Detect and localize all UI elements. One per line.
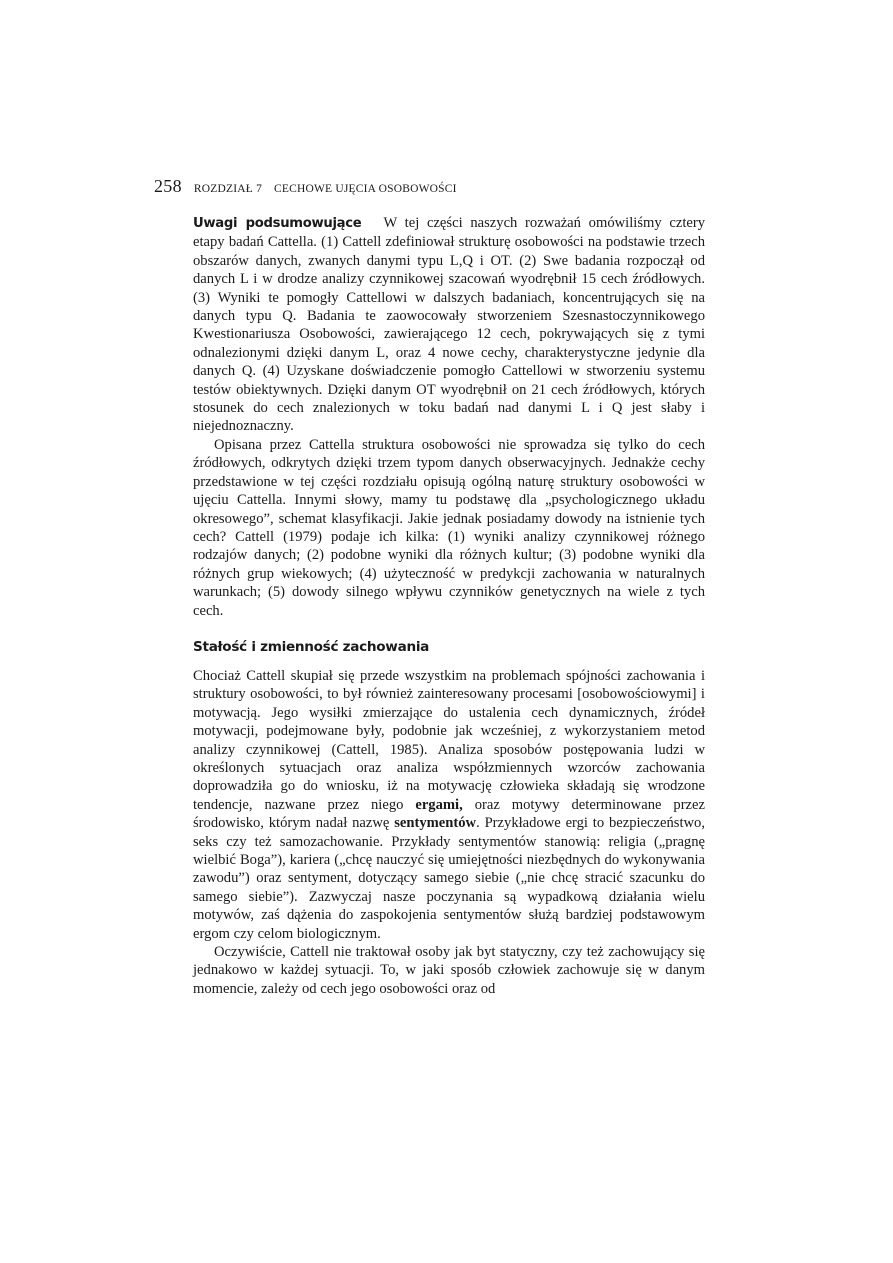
page-number: 258 bbox=[154, 176, 182, 196]
chapter-label: ROZDZIAŁ 7 bbox=[193, 183, 263, 195]
motivation-paragraph bbox=[193, 667, 705, 943]
motivation-text-c: . Przykładowe ergi to bezpieczeństwo, seks czy też samozachowanie. Przykłady sentymentów stanowią: religia („pragnę wielbić Boga”), kariera („chcę nauczyć się umiejętności niezbędnych do wykonywania zawodu”) oraz sentyment, dotyczący samego siebie („nie chcę stracić szacunku do samego siebie”). Zazwyczaj nasze poczynania są wypadkową działania wielu motywów, zaś dążenia do zaspokojenia sentymentów służą bardziej podstawowym ergom czy celom biologicznym. bbox=[193, 815, 705, 942]
term-ergi: ergami, bbox=[415, 796, 463, 813]
summary-heading: Uwagi podsumowujące bbox=[193, 216, 362, 231]
running-head bbox=[154, 176, 714, 198]
closing-paragraph: Oczywiście, Cattell nie traktował osoby jak byt statyczny, czy też zachowujący się jednakowo w każdej sytuacji. To, w jaki sposób człowiek zachowuje się w danym momencie, zależy od cech jego osobowości oraz od bbox=[193, 944, 705, 997]
evidence-paragraph: Opisana przez Cattella struktura osobowości nie sprowadza się tylko do cech źródłowych, odkrytych dzięki trzem typom danych obserwacyjnych. Jednakże cechy przedstawione w tej części rozdziału opisują ogólną naturę struktury osobowości w ujęciu Cattella. Innymi słowy, mamy tu podstawę dla „psychologicznego układu okresowego”, schemat klasyfikacji. Jakie jednak posiadamy dowody na istnienie tych cech? Cattell (1979) podaje ich kilka: (1) wyniki analizy czynnikowej różnego rodzajów danych; (2) podobne wyniki dla różnych kultur; (3) podobne wyniki dla różnych grup wiekowych; (4) użyteczność w predykcji zachowania w naturalnych warunkach; (5) dowody silnego wpływu czynników genetycznych na wiele z tych cech. bbox=[193, 436, 705, 619]
section-heading: Stałość i zmienność zachowania bbox=[193, 638, 430, 655]
summary-paragraph bbox=[193, 214, 705, 436]
term-sentymenty: sentymentów bbox=[394, 815, 477, 832]
motivation-text-a: Chociaż Cattell skupiał się przede wszystkim na problemach spójności zachowania i struktury osobowości, to był również zainteresowany procesami [osobowościowymi] i motywacją. Jego wysiłki zmierzające do ustalenia cech dynamicznych, źródeł motywacji, podejmowane były, podobnie jak wcześniej, z wykorzystaniem metod analizy czynnikowej (Cattell, 1985). Analiza sposobów postępowania ludzi w określonych sytuacjach oraz analiza współzmiennych wzorców zachowania doprowadziła go do wniosku, iż na motywację człowieka składają się wrodzone tendencje, nazwane przez niego bbox=[193, 667, 705, 813]
summary-paragraph-text: W tej części naszych rozważań omówiliśmy cztery etapy badań Cattella. (1) Cattell zdefiniował strukturę osobowości na podstawie trzech obszarów danych, zwanych danymi typu L,Q i OT. (2) Swe badania rozpoczął od danych L i w drodze analizy czynnikowej szacowań wyodrębnił 15 cech źródłowych. (3) Wyniki te pomogły Cattellowi w dalszych badaniach, koncentrujących się na danych typu Q. Badania te zaowocowały stworzeniem Szesnastoczynnikowego Kwestionariusza Osobowości, zawierającego 12 cech, pokrywających się z tymi odnalezionymi dzięki danym L, oraz 4 nowe cechy, charakterystyczne jedynie dla danych Q. (4) Uzyskane doświadczenie pomogło Cattellowi w stworzeniu systemu testów obiektywnych. Dzięki danym OT wyodrębnił on 21 cech źródłowych, których stosunek do cech znalezionych w toku badań nad danymi L i Q jest słaby i niejednoznaczny. bbox=[193, 215, 706, 435]
main-text bbox=[193, 214, 705, 998]
chapter-title: CECHOWE UJĘCIA OSOBOWOŚCI bbox=[274, 183, 457, 195]
motivation-text-b: oraz motywy determinowane przez środowisko, którym nadał nazwę bbox=[193, 796, 705, 832]
